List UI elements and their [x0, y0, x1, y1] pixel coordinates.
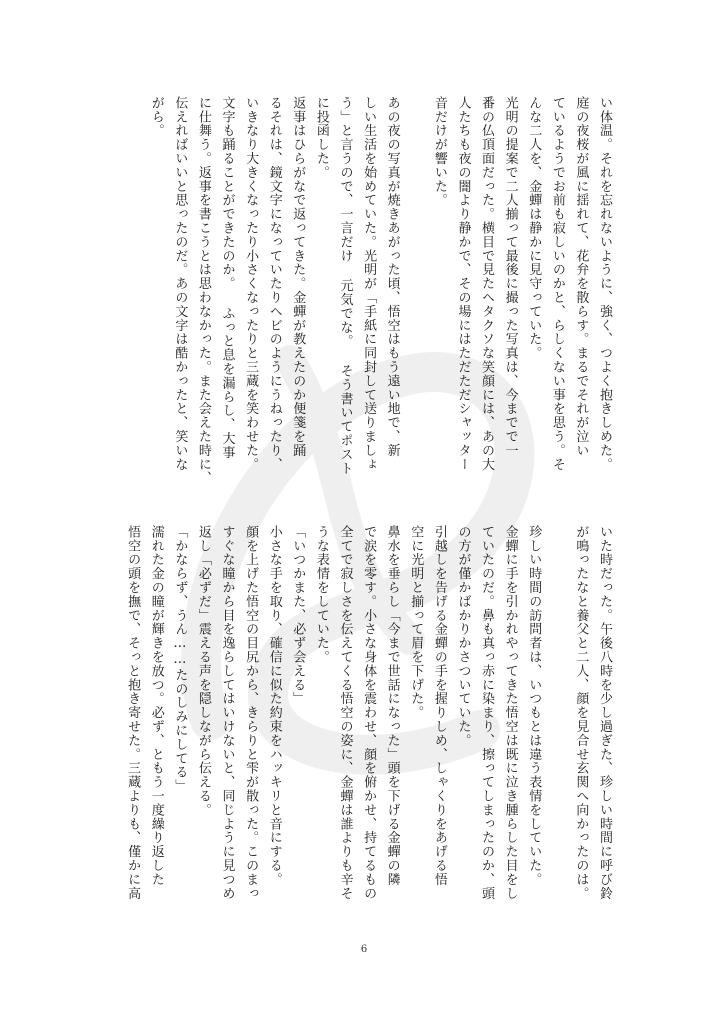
text-line: 珍しい時間の訪問者は、いつもとは違う表情をしていた。	[526, 525, 542, 887]
text-line: 悟空の頭を撫で、そっと抱き寄せた。三蔵よりも、僅かに高	[125, 525, 141, 901]
page-number: 6	[360, 944, 368, 955]
text-line: 文字も踊ることができたのか。 ふっと息を漏らし、大事	[219, 96, 235, 460]
text-line: 金蟬に手を引かれやってきた悟空は既に泣き腫らした目をし	[502, 525, 518, 901]
text-line: がら。	[148, 96, 164, 138]
text-line: 返し「必ずだ」震える声を隠しながら伝える。	[195, 525, 211, 817]
blank-line	[545, 525, 569, 925]
text-line: 伝えればいいと思ったのだ。あの文字は酷かったと、笑いな	[172, 96, 188, 472]
text-line: ていたのだ。鼻も真っ赤に染まり、擦ってしまったのか、頭	[479, 525, 495, 901]
text-line: 返事はひらがなで返ってきた。金蟬が教えたのか便箋を踊	[290, 96, 306, 458]
text-line: すぐな瞳から目を逸らしてはいけないと、同じように見つめ	[219, 525, 235, 901]
text-block-bottom	[121, 525, 616, 925]
text-line: 全てで寂しさを伝えてくる悟空の姿に、金蟬は誰よりも辛そ	[337, 525, 353, 901]
text-line: の方が僅かばかりかさついていた。	[455, 525, 471, 748]
text-line: 「かならず、うん……たのしみにしてる」	[172, 525, 188, 794]
text-line: に仕舞う。返事を書こうとは思わなかった。また会えた時に、	[195, 96, 211, 486]
text-line: が鳴ったなと養父と二人、顔を見合せ玄関へ向かったのは。	[573, 525, 589, 901]
text-line: 人たちも夜の闇より静かで、その場にはただただシャッター	[455, 96, 471, 472]
text-line: うな表情をしていた。	[313, 525, 329, 664]
text-line: い体温。それを忘れないように、強く、つよく抱きしめた。	[597, 96, 612, 472]
text-line: あの夜の写真が焼きあがった頃、悟空はもう遠い地で、新	[384, 96, 400, 458]
text-line: 小さな手を取り、確信に似た約束をハッキリと音にする。	[266, 525, 282, 887]
text-line: 空に光明と揃って眉を下げた。	[408, 525, 424, 720]
text-line: に投函した。	[313, 96, 329, 180]
text-line: う」と言うので、一言だけ 元気でな。 そう書いてポスト	[337, 96, 353, 476]
text-line: で涙を零す。小さな身体を震わせ、顔を俯かせ、持てるもの	[361, 525, 377, 901]
text-line: いきなり大きくなったり小さくなったりと三蔵を笑わせた。	[243, 96, 259, 472]
text-line: しい生活を始めていた。光明が「手紙に同封して送りましょ	[361, 96, 377, 472]
text-line: 光明の提案で二人揃って最後に撮った写真は、今までで一	[502, 96, 518, 458]
text-line: 番の仏頂面だった。横目で見たヘタクソな笑顔には、あの大	[479, 96, 495, 472]
text-line: ているようでお前も寂しいのかと、らしくない事を思う。そ	[549, 96, 565, 472]
text-line: 鼻水を垂らし「今まで世話になった」頭を下げる金蟬の隣	[384, 525, 400, 887]
text-line: んな二人を、金蟬は静かに見守っていた。	[526, 96, 542, 361]
text-line: るそれは、鏡文字になっていたりヘビのようにうねったり、	[266, 96, 282, 472]
blank-line	[404, 96, 428, 496]
text-line: 濡れた金の瞳が輝きを放つ。必ず、ともう一度繰り返した	[148, 525, 164, 887]
text-line: 音だけが響いた。	[431, 96, 447, 208]
text-line: いた時だった。午後八時を少し過ぎた、珍しい時間に呼び鈴	[597, 525, 612, 901]
text-line: 庭の夜桜が風に揺れて、花弁を散らす。まるでそれが泣い	[573, 96, 589, 458]
text-line: 引越しを告げる金蟬の手を握りしめ、しゃくりをあげる悟	[431, 525, 447, 887]
text-block-top	[144, 96, 616, 496]
text-line: 「いつかまた、必ず会える」	[290, 525, 306, 706]
text-line: 顔を上げた悟空の目尻から、きらりと雫が散った。このまっ	[243, 525, 259, 901]
